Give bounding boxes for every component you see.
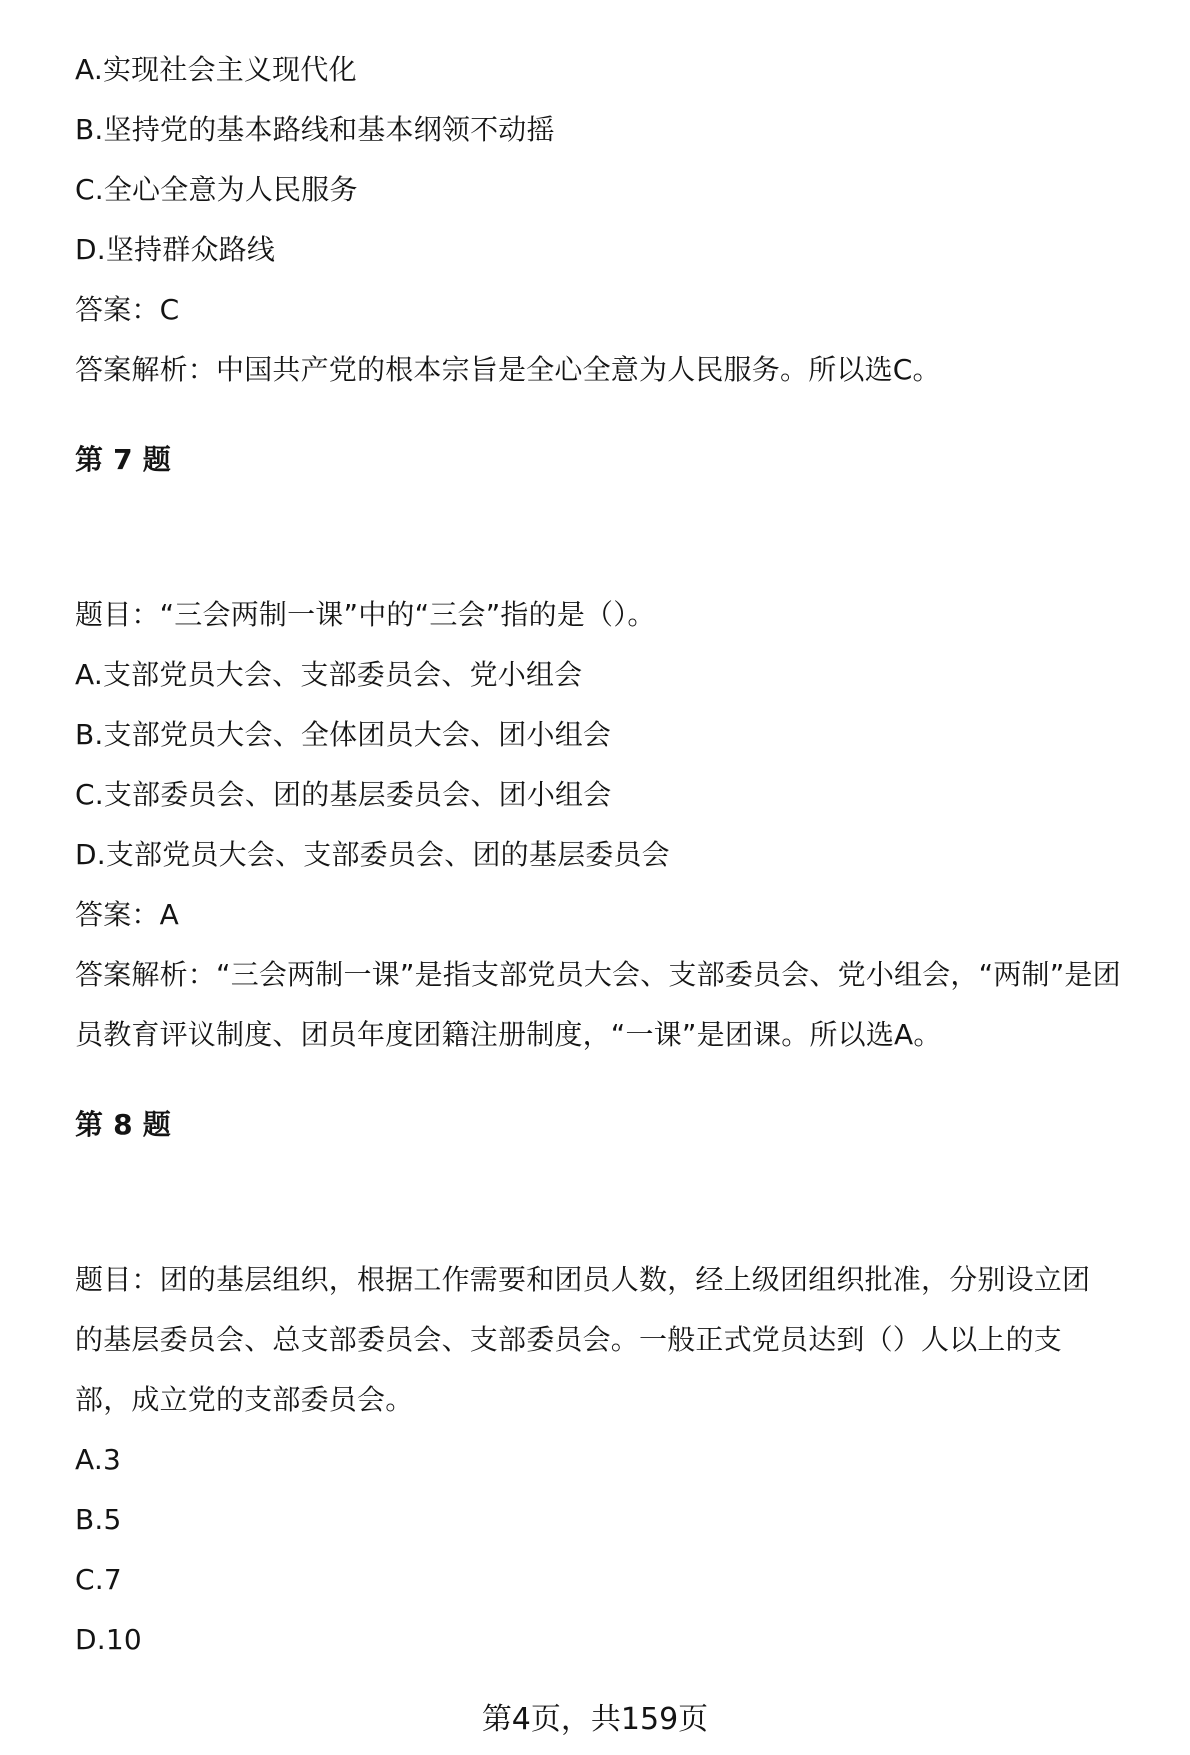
page-number-footer: 第4页，共159页 bbox=[481, 1702, 709, 1737]
q7-explanation-line-2: 员教育评议制度、团员年度团籍注册制度，“一课”是团课。所以选A。 bbox=[75, 1018, 942, 1051]
q7-explanation-line-1: 答案解析：“三会两制一课”是指支部党员大会、支部委员会、党小组会，“两制”是团 bbox=[75, 958, 1121, 991]
q6-answer: 答案：C bbox=[75, 293, 180, 326]
q6-option-d: D.坚持群众路线 bbox=[75, 233, 276, 266]
q8-stem-line-3: 部，成立党的支部委员会。 bbox=[75, 1383, 414, 1416]
q7-option-d: D.支部党员大会、支部委员会、团的基层委员会 bbox=[75, 838, 670, 871]
q7-heading: 第 7 题 bbox=[75, 443, 171, 476]
q6-explanation: 答案解析：中国共产党的根本宗旨是全心全意为人民服务。所以选C。 bbox=[75, 353, 941, 386]
q6-option-b: B.坚持党的基本路线和基本纲领不动摇 bbox=[75, 113, 555, 146]
q8-option-c: C.7 bbox=[75, 1563, 122, 1596]
q8-option-a: A.3 bbox=[75, 1443, 121, 1476]
q7-option-b: B.支部党员大会、全体团员大会、团小组会 bbox=[75, 718, 612, 751]
q8-stem-line-1: 题目：团的基层组织，根据工作需要和团员人数，经上级团组织批准，分别设立团 bbox=[75, 1263, 1091, 1296]
q6-option-a: A.实现社会主义现代化 bbox=[75, 53, 357, 86]
q7-option-c: C.支部委员会、团的基层委员会、团小组会 bbox=[75, 778, 612, 811]
q7-stem: 题目：“三会两制一课”中的“三会”指的是（）。 bbox=[75, 598, 656, 631]
q7-option-a: A.支部党员大会、支部委员会、党小组会 bbox=[75, 658, 583, 691]
q8-option-b: B.5 bbox=[75, 1503, 122, 1536]
q7-answer: 答案：A bbox=[75, 898, 179, 931]
q6-option-c: C.全心全意为人民服务 bbox=[75, 173, 358, 206]
q8-stem-line-2: 的基层委员会、总支部委员会、支部委员会。一般正式党员达到（）人以上的支 bbox=[75, 1323, 1063, 1356]
q8-option-d: D.10 bbox=[75, 1623, 142, 1656]
q8-heading: 第 8 题 bbox=[75, 1108, 171, 1141]
